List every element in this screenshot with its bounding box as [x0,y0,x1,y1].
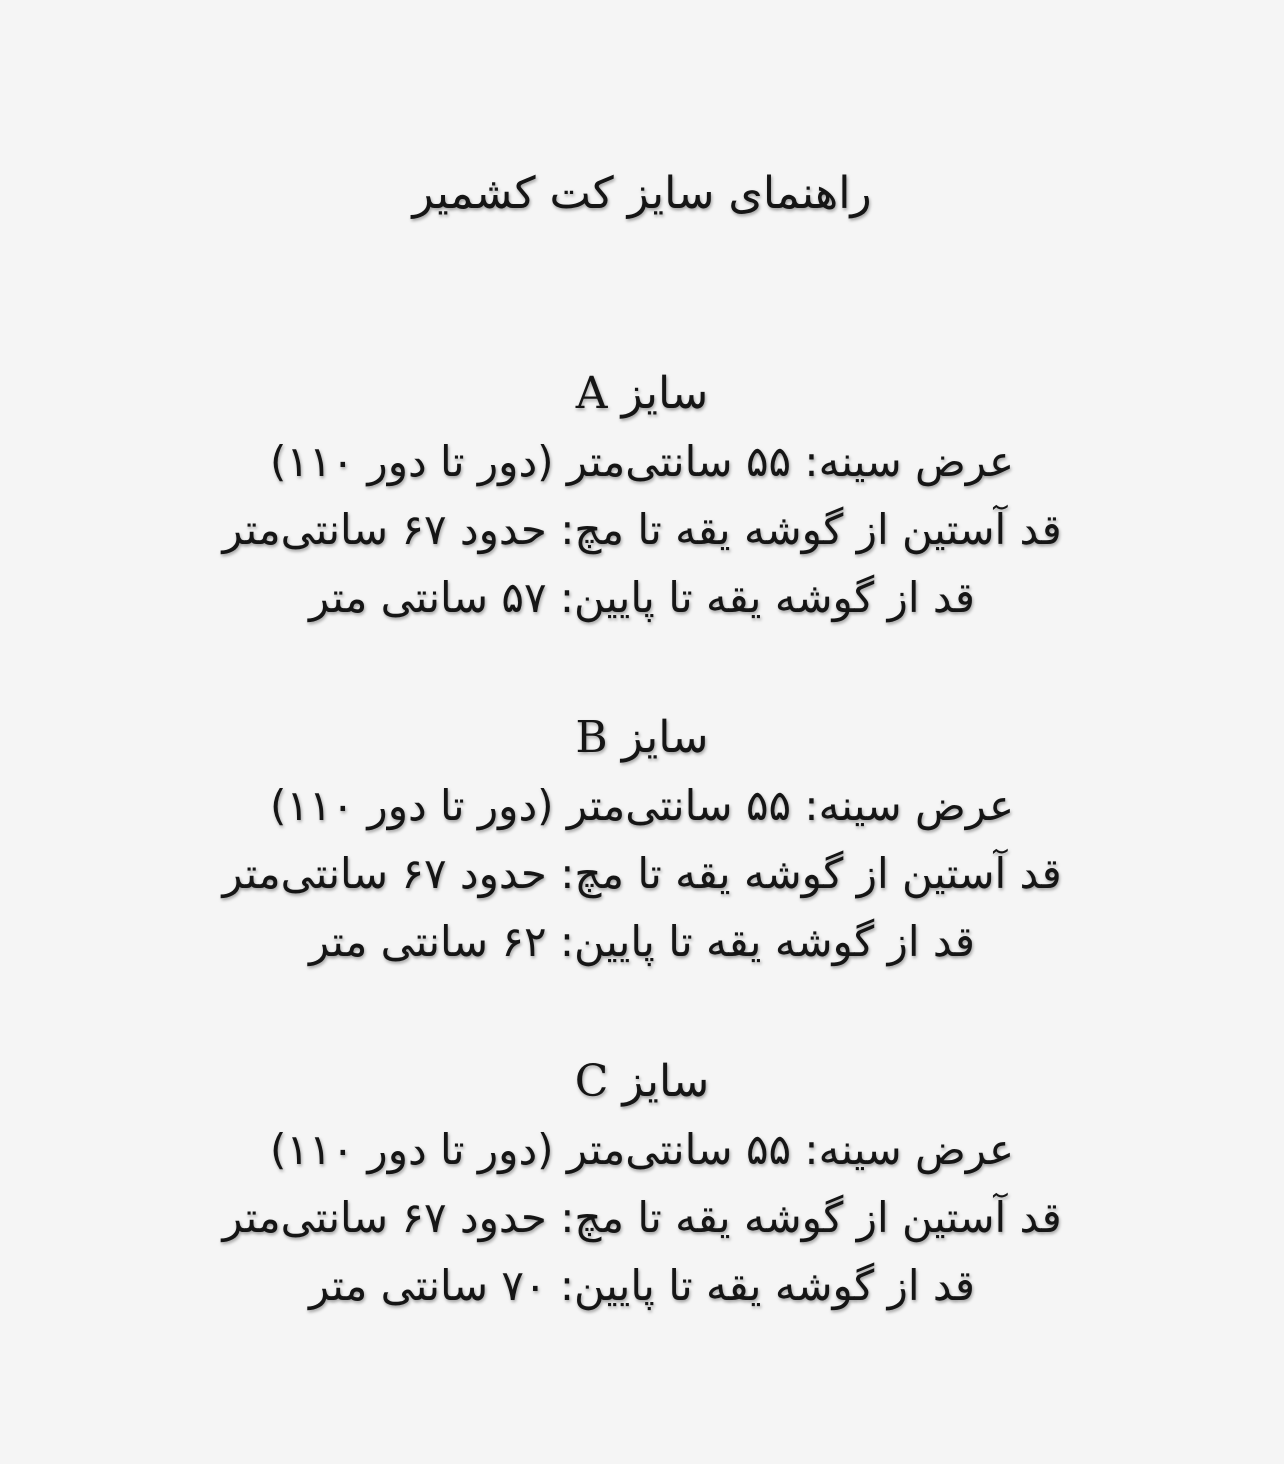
size-heading: سایز B [575,712,709,763]
body-length-line: قد از گوشه یقه تا پایین: ۶۲ سانتی متر [308,917,976,966]
sleeve-length-line: قد آستین از گوشه یقه تا مچ: حدود ۶۷ سانتی‌متر [222,505,1062,554]
sleeve-length-line: قد آستین از گوشه یقه تا مچ: حدود ۶۷ سانتی‌متر [222,849,1062,898]
chest-width-line: عرض سینه: ۵۵ سانتی‌متر (دور تا دور ۱۱۰) [270,781,1014,830]
size-block-c [0,1048,1284,1320]
chest-width-line: عرض سینه: ۵۵ سانتی‌متر (دور تا دور ۱۱۰) [270,1125,1014,1174]
body-length-line: قد از گوشه یقه تا پایین: ۵۷ سانتی متر [308,573,976,622]
chest-width-line: عرض سینه: ۵۵ سانتی‌متر (دور تا دور ۱۱۰) [270,437,1014,486]
size-heading: سایز C [574,1056,710,1107]
sleeve-length-line: قد آستین از گوشه یقه تا مچ: حدود ۶۷ سانتی‌متر [222,1193,1062,1242]
size-heading: سایز A [575,368,709,419]
page-title: راهنمای سایز کت کشمیر [412,168,872,219]
size-block-b [0,704,1284,976]
body-length-line: قد از گوشه یقه تا پایین: ۷۰ سانتی متر [308,1261,976,1310]
size-block-a [0,360,1284,632]
